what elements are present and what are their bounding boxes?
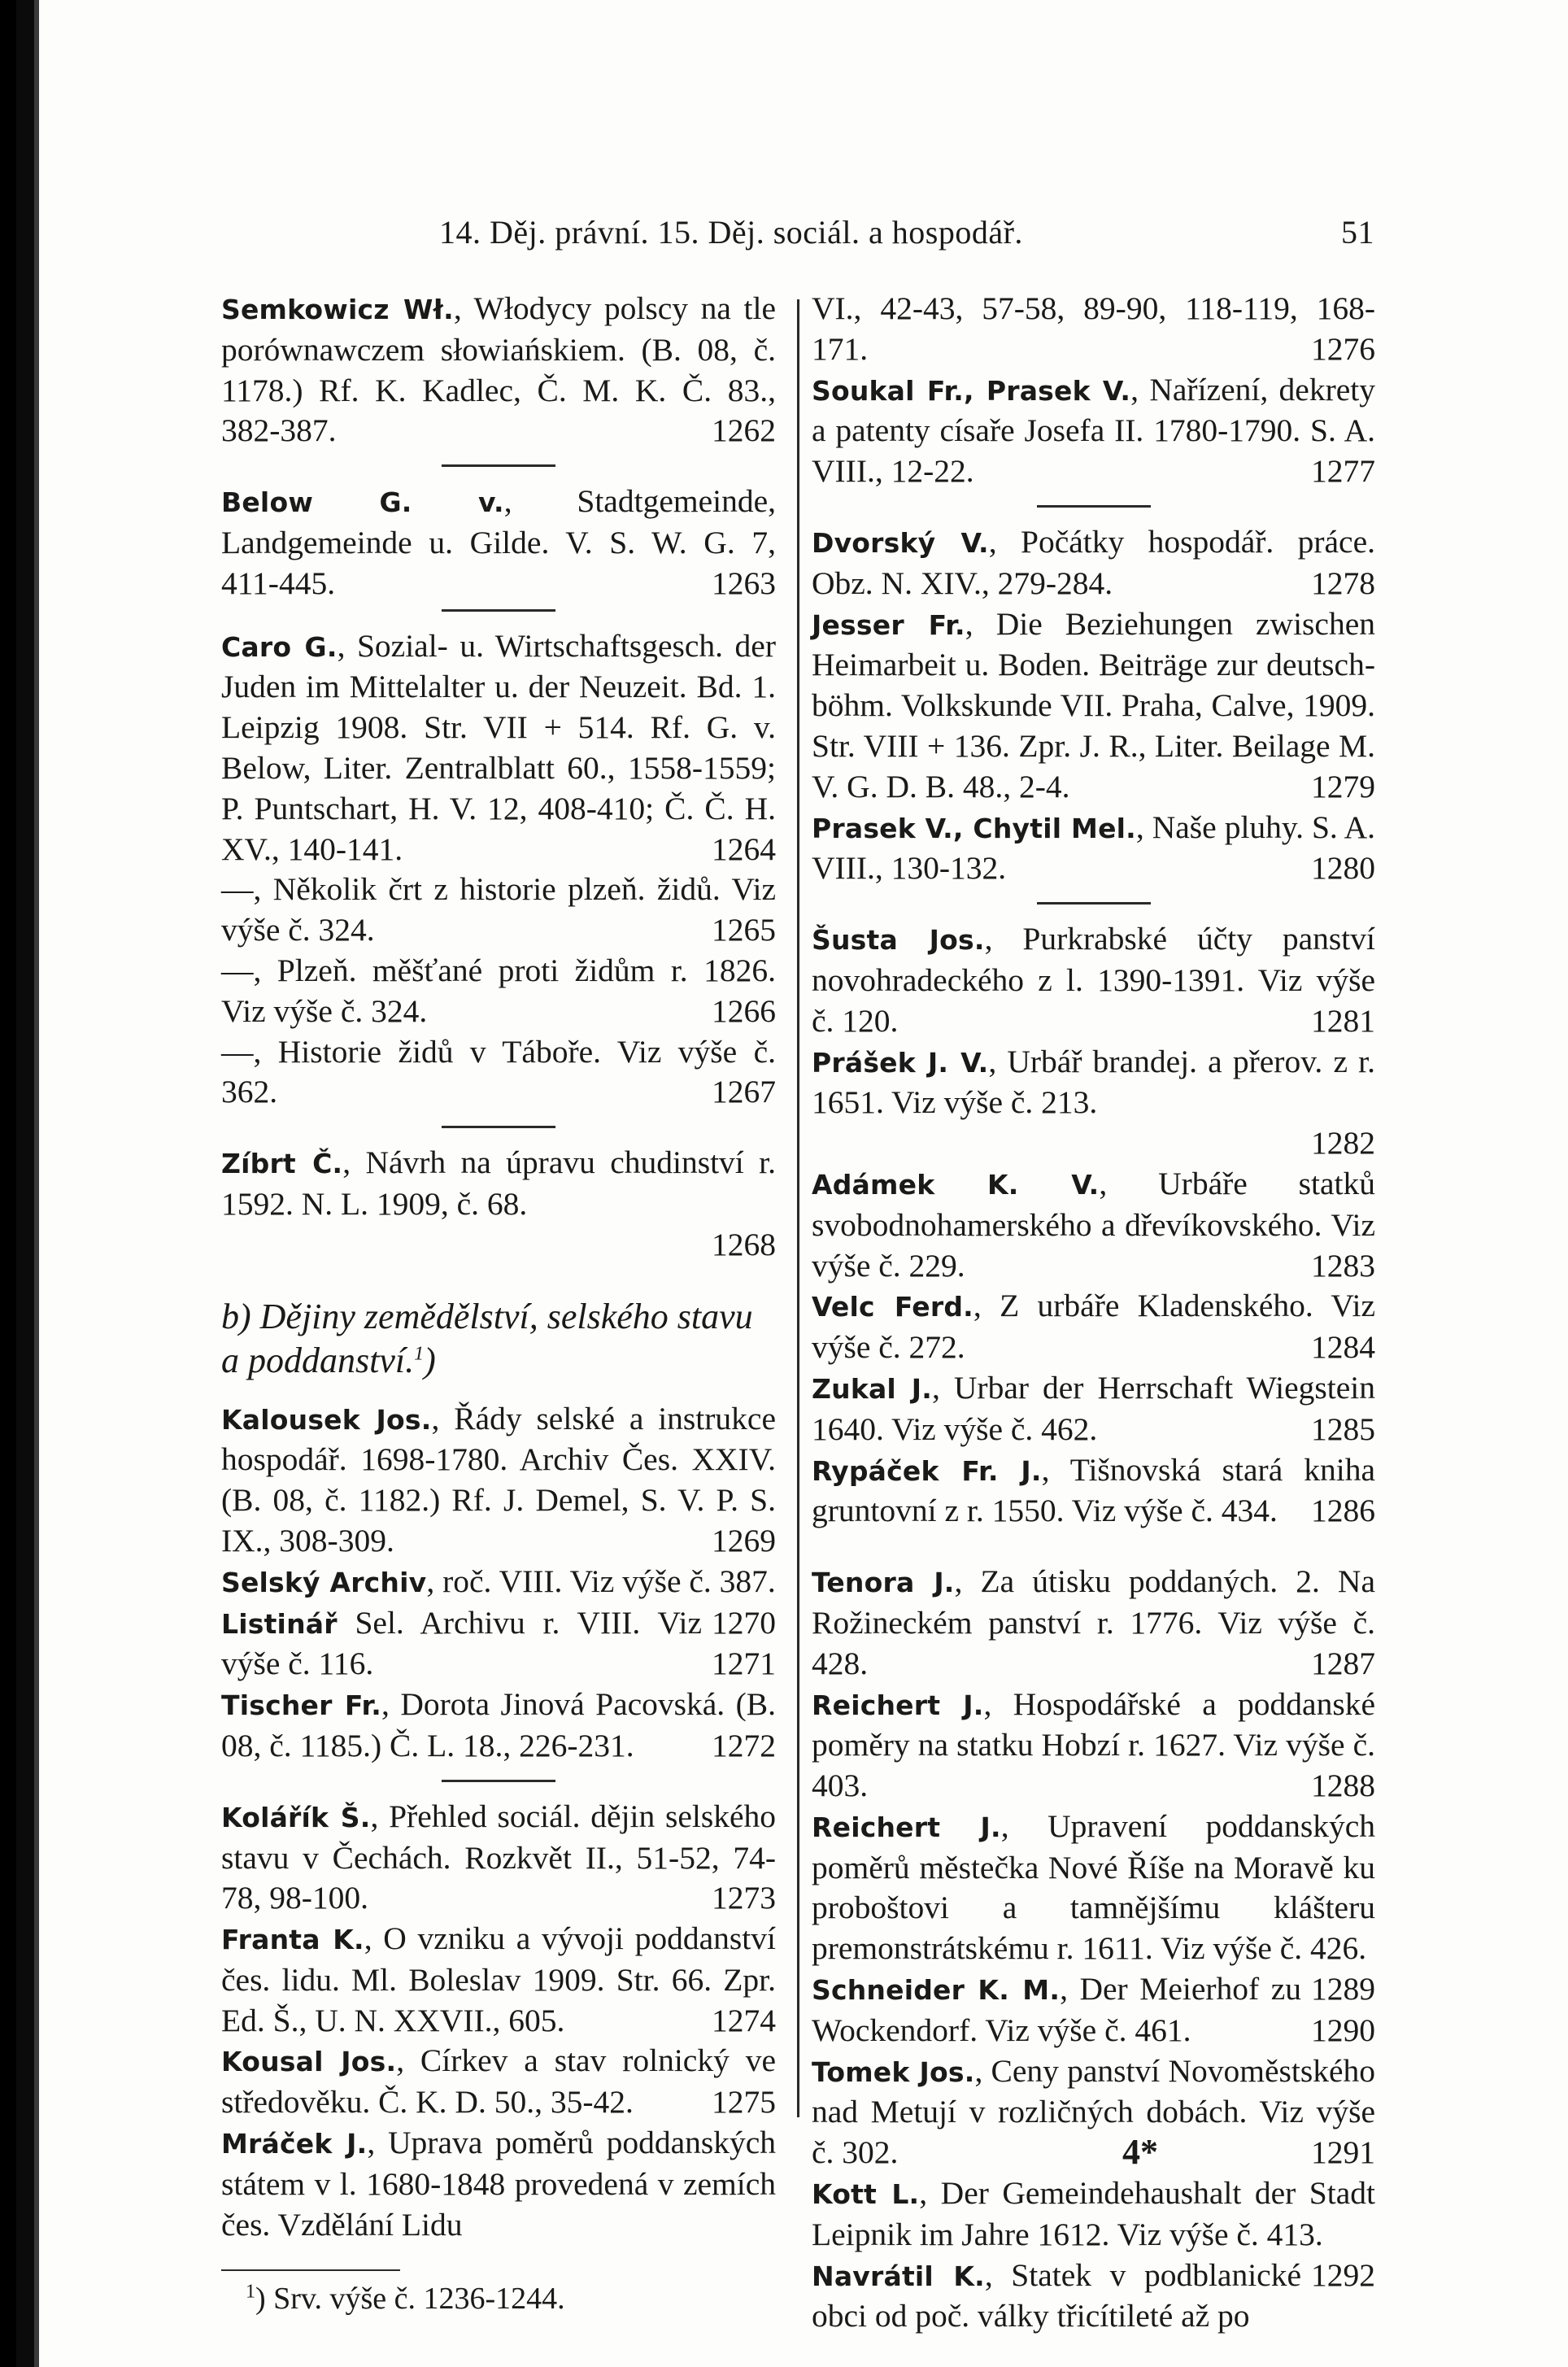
entry-text: , Řády selské a instrukce hospodář. 1698-1780. Archiv Čes. XXIV. (B. 08, č. 1182.) Rf. J. Demel, S. V. P. S. IX., 308-309. — [221, 1400, 776, 1558]
entry-text: , Návrh na úpravu chudinství r. 1592. N. L. 1909, č. 68. — [221, 1144, 776, 1222]
page-edge-shadow — [16, 0, 34, 2367]
entry-text: —, Plzeň. měšťané proti židům r. 1826. Viz výše č. 324. — [221, 952, 776, 1029]
entry-number: 1283 — [1311, 1247, 1375, 1284]
entry-text: , Urbar der Herrschaft Wiegstein 1640. Viz výše č. 462. — [812, 1369, 1376, 1447]
entry-author: Dvorský V. — [812, 526, 989, 559]
entry-author: Navrátil K. — [812, 2260, 985, 2292]
section-heading — [221, 1295, 776, 1383]
entry-author: Tischer Fr. — [221, 1689, 381, 1722]
entry-1277 — [812, 370, 1375, 492]
entry-number: 1288 — [1311, 1768, 1375, 1804]
entry-number: 1270 — [712, 1604, 776, 1641]
entry-text: , Der Meierhof zu Wockendorf. Viz výše č. 461. — [812, 1971, 1301, 2048]
entry-1281 — [812, 919, 1375, 1041]
separator-rule — [442, 464, 555, 467]
footnote — [221, 2279, 776, 2320]
entry-text: , Statek v podblanické obci od poč. války třicítileté až po — [812, 2256, 1301, 2334]
section-heading-text: b) Dějiny zemědělství, selského stavu a poddanství. — [221, 1296, 753, 1380]
entry-1282 — [812, 1042, 1375, 1124]
entry-number: 1290 — [1311, 2012, 1375, 2048]
entry-text: , Stadtgemeinde, Landgemeinde u. Gilde. V. S. W. G. 7, 411-445. — [221, 483, 776, 601]
entry-text: , Uprava poměrů poddanských státem v l. 1680-1848 provedená v zemích čes. Vzdělání Lidu — [221, 2125, 777, 2243]
entry-author: Zíbrt Č. — [221, 1148, 343, 1180]
entry-number: 1291 — [1311, 2134, 1375, 2171]
separator-rule — [442, 1126, 555, 1128]
left-column — [221, 289, 776, 2320]
entry-number: 1280 — [1311, 850, 1375, 887]
entry-number: 1265 — [712, 912, 776, 948]
entry-number: 1273 — [712, 1880, 776, 1916]
entry-text: , Sozial- u. Wirtschaftsgesch. der Juden im Mittelalter u. der Neuzeit. Bd. 1. Leipzig 1908. Str. VII + 514. Rf. G. v. Below, Liter. Zentralblatt 60., 1558-1559; P. Puntschart, H. V. 12, 408-410; Č. Č. H. XV., 140-141. — [221, 627, 776, 867]
entry-number: 1278 — [1311, 565, 1375, 601]
entry-author: Mráček J. — [221, 2128, 368, 2160]
entry-author: Selský Archiv — [221, 1566, 427, 1598]
entry-number: 1262 — [712, 412, 776, 449]
entry-author: Caro G. — [221, 630, 338, 663]
entry-text: , Upravení poddanských poměrů městečka Nové Říše na Moravě ku proboštovi a tamnějšímu klášteru premonstrátskému r. 1611. Viz výše č. 426. — [812, 1807, 1375, 1967]
entry-number: 1264 — [712, 830, 776, 867]
entry-text: VI., 42-43, 57-58, 89-90, 118-119, 168-171. — [812, 290, 1375, 367]
entry-number: 1277 — [1311, 453, 1375, 490]
entry-text: , Tišnovská stará kniha gruntovní z r. 1550. Viz výše č. 434. — [812, 1451, 1375, 1529]
entry-author: Prasek V., Chytil Mel. — [812, 812, 1136, 844]
entry-author: Listinář — [221, 1607, 338, 1640]
entry-text: , Z urbáře Kladenského. Viz výše č. 272. — [812, 1288, 1375, 1366]
entry-number: 1292 — [1311, 2256, 1375, 2293]
entry-number: 1279 — [1311, 768, 1375, 804]
footnote-text: ) Srv. výše č. 1236-1244. — [255, 2282, 565, 2317]
entry-text: , Włodycy polscy na tle porównawczem słowiańskiem. (B. 08, č. 1178.) Rf. K. Kadlec, Č. M. K. Č. 83., 382-387. — [221, 290, 776, 449]
entry-number: 1276 — [1311, 330, 1375, 367]
entry-1280 — [812, 808, 1375, 890]
entry-number: 1266 — [712, 992, 776, 1029]
entry-author: Below G. v. — [221, 486, 504, 519]
right-column — [812, 289, 1375, 2337]
entry-number: 1275 — [712, 2084, 776, 2121]
entry-author: Franta K. — [221, 1924, 364, 1956]
entry-author: Kolářík Š. — [221, 1801, 371, 1833]
entry-number: 1268 — [712, 1226, 776, 1262]
entry-number: 1269 — [712, 1522, 776, 1558]
entry-text: , Die Beziehungen zwischen Heimarbeit u. Boden. Beiträge zur deutsch-böhm. Volkskunde VII. Praha, Calve, 1909. Str. VIII + 136. Zpr. J. R., Liter. Beilage M. V. G. D. B. 48., 2-4. — [812, 605, 1375, 804]
entry-1288 — [812, 1685, 1375, 1807]
entry-text: , Církev a stav rolnický ve středověku. Č. K. D. 50., 35-42. — [221, 2042, 776, 2121]
entry-1267 — [221, 1032, 776, 1114]
entry-mracek — [221, 2123, 776, 2245]
entry-1264 — [221, 626, 776, 870]
entry-1291 — [812, 2051, 1375, 2173]
entry-text: , Naše pluhy. S. A. VIII., 130-132. — [812, 809, 1375, 887]
signature-mark: 4* — [1122, 2132, 1158, 2172]
entry-author: Jesser Fr. — [812, 608, 965, 641]
entry-text: , Urbář brandej. a přerov. z r. 1651. Viz výše č. 213. — [812, 1043, 1376, 1121]
entry-1265 — [221, 870, 776, 951]
entry-number: 1286 — [1311, 1493, 1375, 1529]
entry-1274 — [221, 1919, 776, 2041]
entry-number: 1267 — [712, 1074, 776, 1110]
entry-text: Sel. Archivu r. VIII. Viz výše č. 116. — [221, 1604, 702, 1682]
separator-rule — [442, 609, 555, 612]
entry-number: 1271 — [712, 1646, 776, 1682]
entry-author: Tomek Jos. — [812, 2055, 975, 2088]
entry-1273 — [221, 1797, 776, 1919]
entry-number: 1284 — [1311, 1329, 1375, 1366]
entry-text: , Počátky hospodář. práce. Obz. N. XIV., 279-284. — [812, 523, 1375, 601]
entry-text: , Purkrabské účty panství novohradeckého z l. 1390-1391. Viz výše č. 120. — [812, 921, 1375, 1039]
entry-author: Zukal J. — [812, 1372, 932, 1405]
entry-number: 1285 — [1311, 1410, 1375, 1447]
entry-author: Prášek J. V. — [812, 1046, 989, 1079]
entry-1262 — [221, 289, 776, 451]
entry-author: Adámek K. V. — [812, 1168, 1100, 1201]
entry-number: 1274 — [712, 2002, 776, 2038]
entry-1276 — [812, 289, 1375, 370]
entry-text: —, Několik črt z historie plzeň. židů. Viz výše č. 324. — [221, 871, 776, 948]
entry-text: , Dorota Jinová Pacovská. (B. 08, č. 1185.) Č. L. 18., 226-231. — [221, 1686, 776, 1763]
separator-rule — [442, 1780, 555, 1782]
entry-1278 — [812, 522, 1375, 604]
entry-1271 — [221, 1603, 776, 1685]
entry-text: , Přehled sociál. dějin selského stavu v Čechách. Rozkvět II., 51-52, 74-78, 98-100. — [221, 1798, 776, 1916]
entry-number: 1287 — [1311, 1645, 1375, 1681]
entry-number: 1289 — [1311, 1971, 1375, 2007]
entry-1279 — [812, 604, 1375, 808]
separator-rule — [1037, 902, 1151, 905]
entry-author: Kousal Jos. — [221, 2046, 397, 2078]
entry-author: Semkowicz Wł. — [221, 294, 454, 325]
entry-1283 — [812, 1164, 1375, 1286]
entry-1286 — [812, 1450, 1375, 1532]
entry-author: Kalousek Jos. — [221, 1403, 432, 1436]
entry-1263 — [221, 482, 776, 604]
entry-navratil — [812, 2256, 1375, 2338]
entry-author: Kott L. — [812, 2178, 920, 2211]
footnote-marker: 1 — [414, 1342, 425, 1364]
entry-1266 — [221, 951, 776, 1032]
column-divider — [797, 299, 799, 2117]
entry-number: 1281 — [1311, 1002, 1375, 1039]
entry-text: , Urbáře statků svobodnohamerského a dřevíkovského. Viz výše č. 229. — [812, 1165, 1376, 1284]
section-heading-close: ) — [424, 1340, 436, 1380]
entry-author: Schneider K. M. — [812, 1974, 1061, 2007]
entry-author: Šusta Jos. — [812, 924, 985, 957]
entry-number: 1272 — [712, 1727, 776, 1763]
entry-text: , Za útisku poddaných. 2. Na Rožineckém panství r. 1776. Viz výše č. 428. — [812, 1563, 1375, 1681]
entry-text: , Der Gemeindehaushalt der Stadt Leipnik im Jahre 1612. Viz výše č. 413. — [812, 2175, 1375, 2252]
header-sections: 14. Děj. právní. 15. Děj. sociál. a hospodář. — [439, 214, 1023, 251]
separator-rule — [1037, 505, 1151, 508]
entry-number: 1263 — [712, 565, 776, 601]
entry-author: Reichert J. — [812, 1811, 1001, 1843]
entry-text: , Hospodářské a poddanské poměry na statku Hobzí r. 1627. Viz výše č. 403. — [812, 1685, 1375, 1804]
entry-author: Rypáček Fr. J. — [812, 1454, 1042, 1487]
entry-1290 — [812, 1969, 1375, 2051]
footnote-marker: 1 — [246, 2281, 255, 2303]
entry-text: , Nařízení, dekrety a patenty císaře Josefa II. 1780-1790. S. A. VIII., 12-22. — [812, 371, 1376, 490]
entry-text: , Ceny panství Novoměstského nad Metují v rozličných dobách. Viz výše č. 302. — [812, 2052, 1375, 2171]
entry-author: Reichert J. — [812, 1689, 984, 1721]
entry-text: —, Historie židů v Táboře. Viz výše č. 362. — [221, 1033, 776, 1110]
entry-1275 — [221, 2041, 776, 2123]
entry-author: Soukal Fr., Prasek V. — [812, 374, 1131, 407]
entry-1272 — [221, 1685, 776, 1767]
entry-1285 — [812, 1368, 1375, 1450]
entry-author: Velc Ferd. — [812, 1291, 973, 1323]
page-edge-highlight — [34, 0, 39, 2367]
entry-1269 — [221, 1399, 776, 1562]
entry-1268 — [221, 1143, 776, 1225]
page-number: 51 — [1341, 214, 1374, 251]
entry-text: , O vzniku a vývoji poddanství čes. lidu. Ml. Boleslav 1909. Str. 66. Zpr. Ed. Š., U. N. XXVII., 605. — [221, 1920, 776, 2038]
entry-author: Tenora J. — [812, 1567, 955, 1599]
entry-1284 — [812, 1286, 1375, 1368]
entry-1287 — [812, 1562, 1375, 1684]
entry-number: 1282 — [1311, 1125, 1375, 1162]
footnote-rule — [221, 2269, 400, 2271]
entry-text: , roč. VIII. Viz výše č. 387. — [426, 1563, 776, 1599]
book-page — [16, 0, 1568, 2367]
